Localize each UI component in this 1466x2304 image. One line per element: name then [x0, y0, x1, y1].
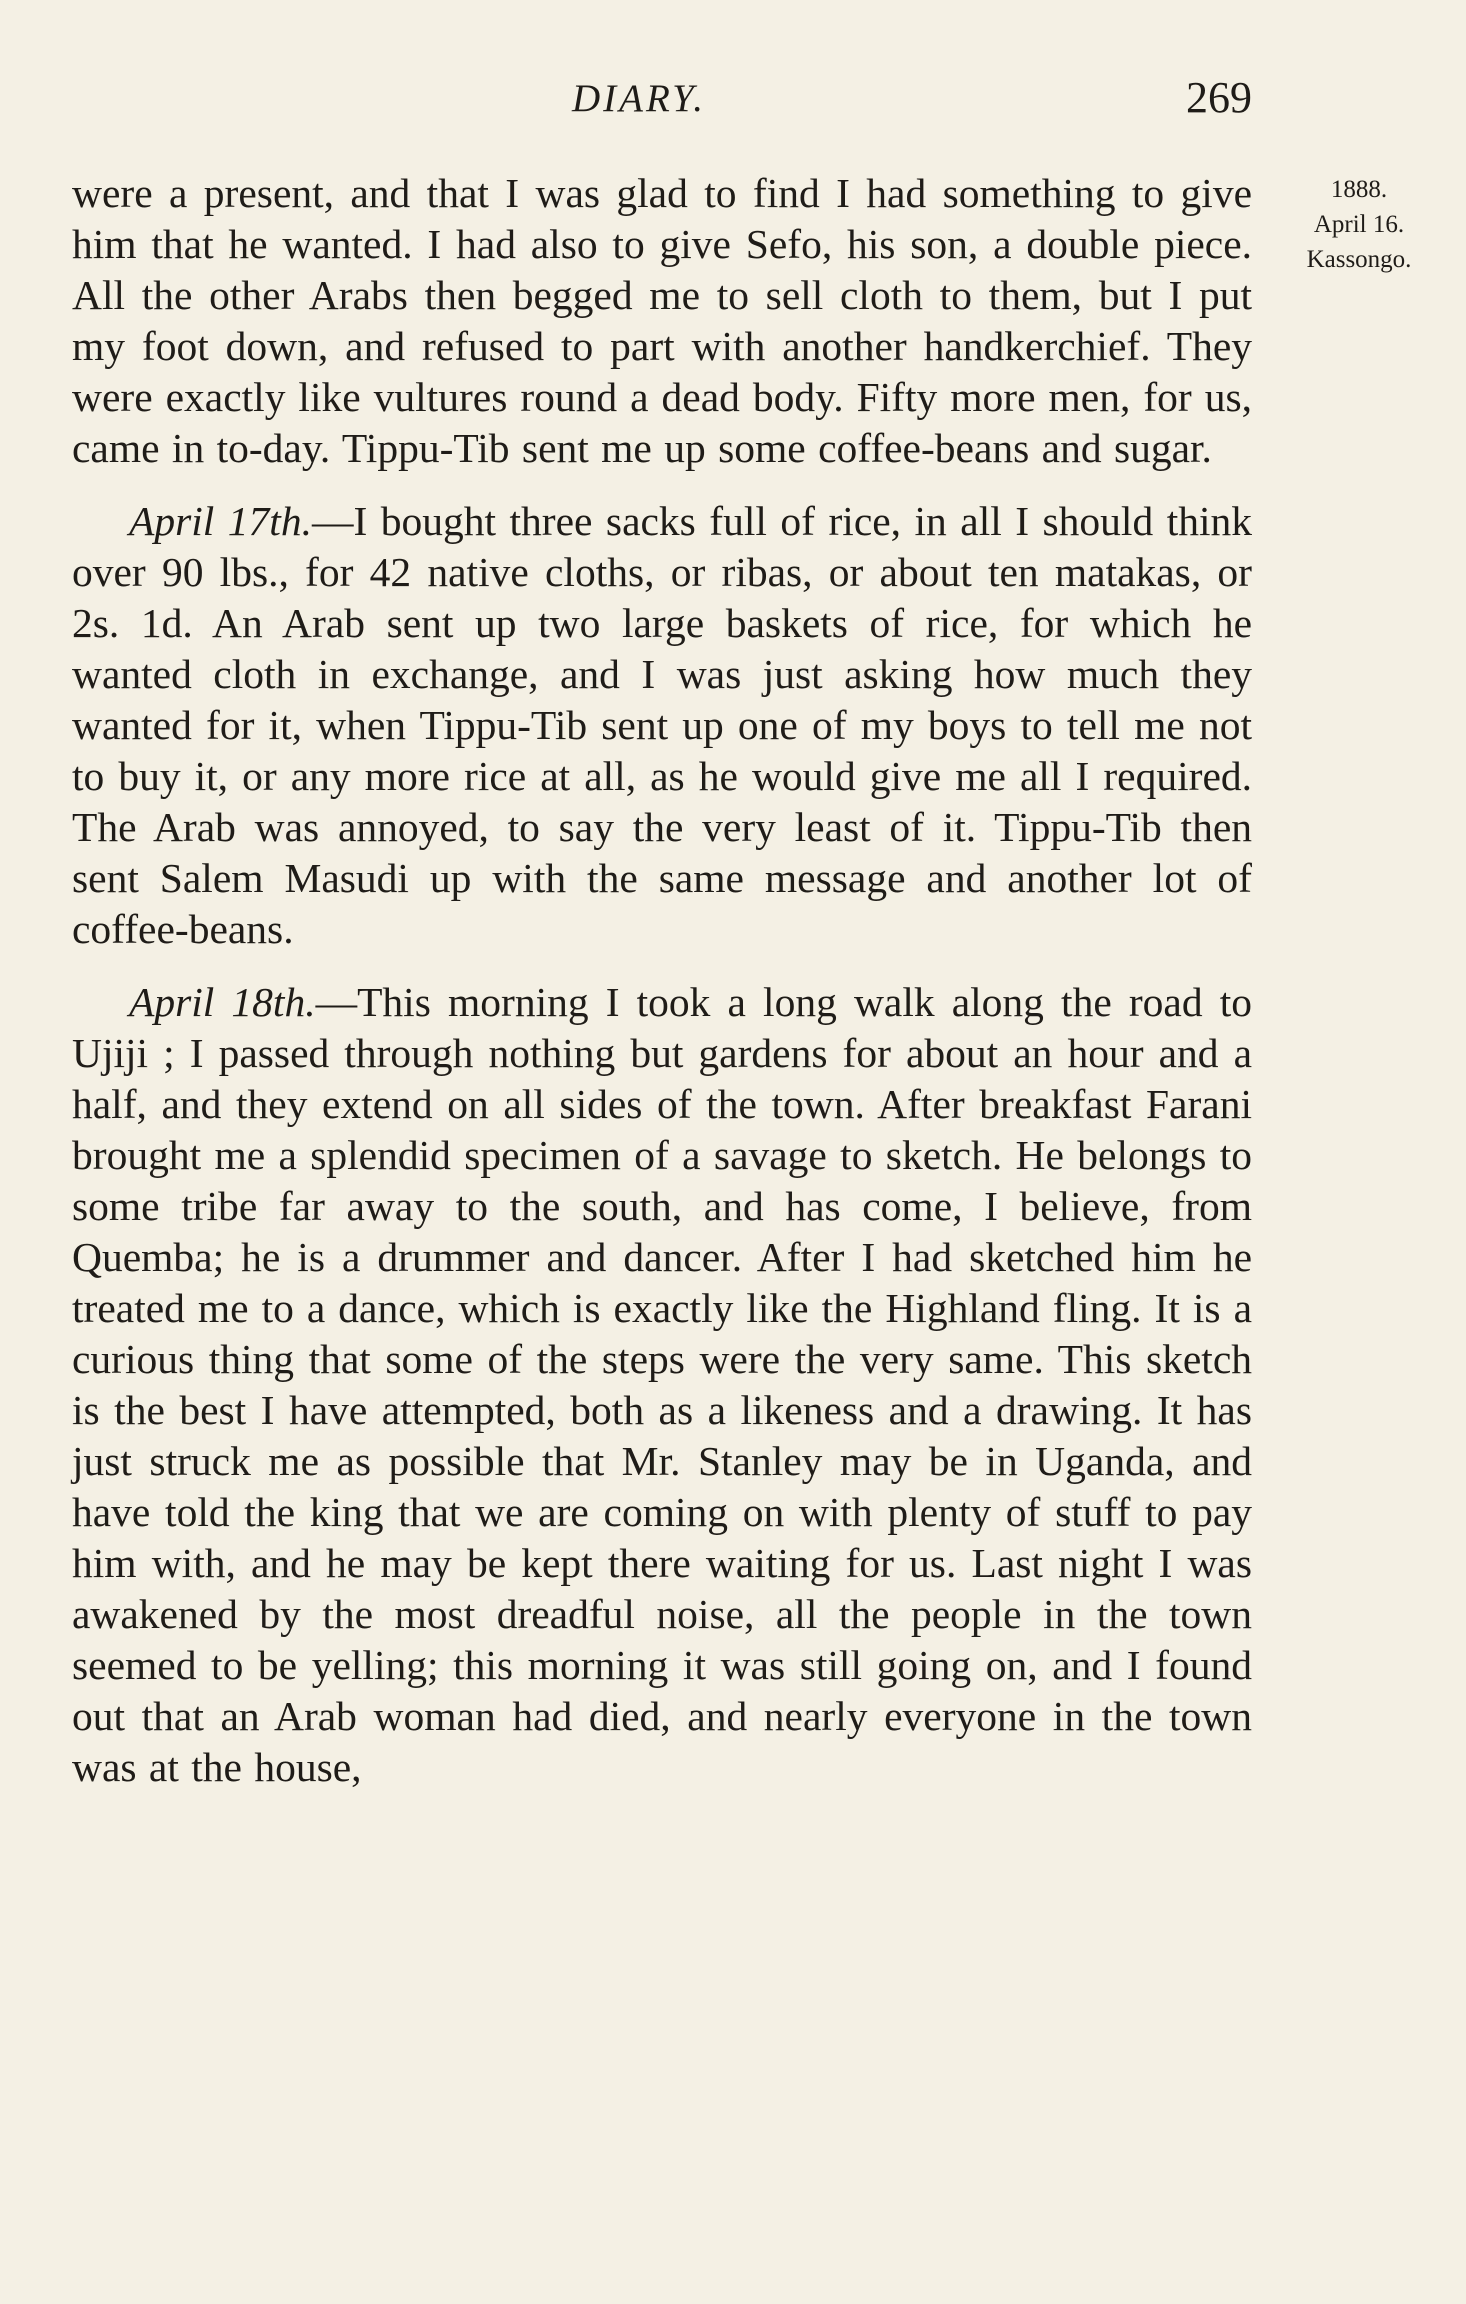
entry-text: —This morning I took a long walk along the road to Ujiji ; I passed through nothing but gardens for about an hour and a half, and they extend on all sides of the town. After breakfast Farani brought me a splendid specimen of a savage to sketch. He belongs to some tribe far away to the south, and has come, I believe, from Quemba; he is a drummer and dancer. After I had sketched him he treated me to a dance, which is exactly like the Highland fling. It is a curious thing that some of the steps were the very same. This sketch is the best I have attempted, both as a likeness and a drawing. It has just struck me as possible that Mr. Stanley may be in Uganda, and have told the king that we are coming on with plenty of stuff to pay him with, and he may be kept there waiting for us. Last night I was awakened by the most dreadful noise, all the people in the town seemed to be yelling; this morning it was still going on, and I found out that an Arab woman had died, and nearly everyone in the town was at the house,: [72, 979, 1252, 1790]
margin-note-place: Kassongo.: [1306, 246, 1412, 273]
entry-date: April 18th.: [129, 979, 316, 1025]
paragraph-continued: [72, 168, 1252, 474]
diary-entry-april-17: [72, 496, 1252, 955]
page-number: 269: [1186, 73, 1252, 122]
margin-note: [1274, 172, 1444, 277]
entry-text: —I bought three sacks full of rice, in all I should think over 90 lbs., for 42 native cloths, or ribas, or about ten matakas, or 2s. 1d. An Arab sent up two large baskets of rice, for which he wanted cloth in exchange, and I was just asking how much they wanted for it, when Tippu-Tib sent up one of my boys to tell me not to buy it, or any more rice at all, as he would give me all I required. The Arab was annoyed, to say the very least of it. Tippu-Tib then sent Salem Masudi up with the same message and another lot of coffee-beans.: [72, 498, 1253, 952]
margin-note-date: April 16.: [1313, 211, 1405, 238]
entry-date: April 17th.: [129, 498, 312, 544]
running-title: DIARY.: [572, 77, 706, 120]
running-head: [72, 73, 1252, 126]
diary-entry-april-18: [72, 977, 1252, 1793]
paragraph-text: were a present, and that I was glad to find I had something to give him that he wanted. I had also to give Sefo, his son, a double piece. All the other Arabs then begged me to sell cloth to them, but I put my foot down, and refused to part with another handkerchief. They were exactly like vultures round a dead body. Fifty more men, for us, came in to-day. Tippu-Tib sent me up some coffee-beans and sugar.: [72, 170, 1252, 471]
body-text: [72, 168, 1252, 1815]
margin-note-year: 1888.: [1330, 176, 1388, 203]
